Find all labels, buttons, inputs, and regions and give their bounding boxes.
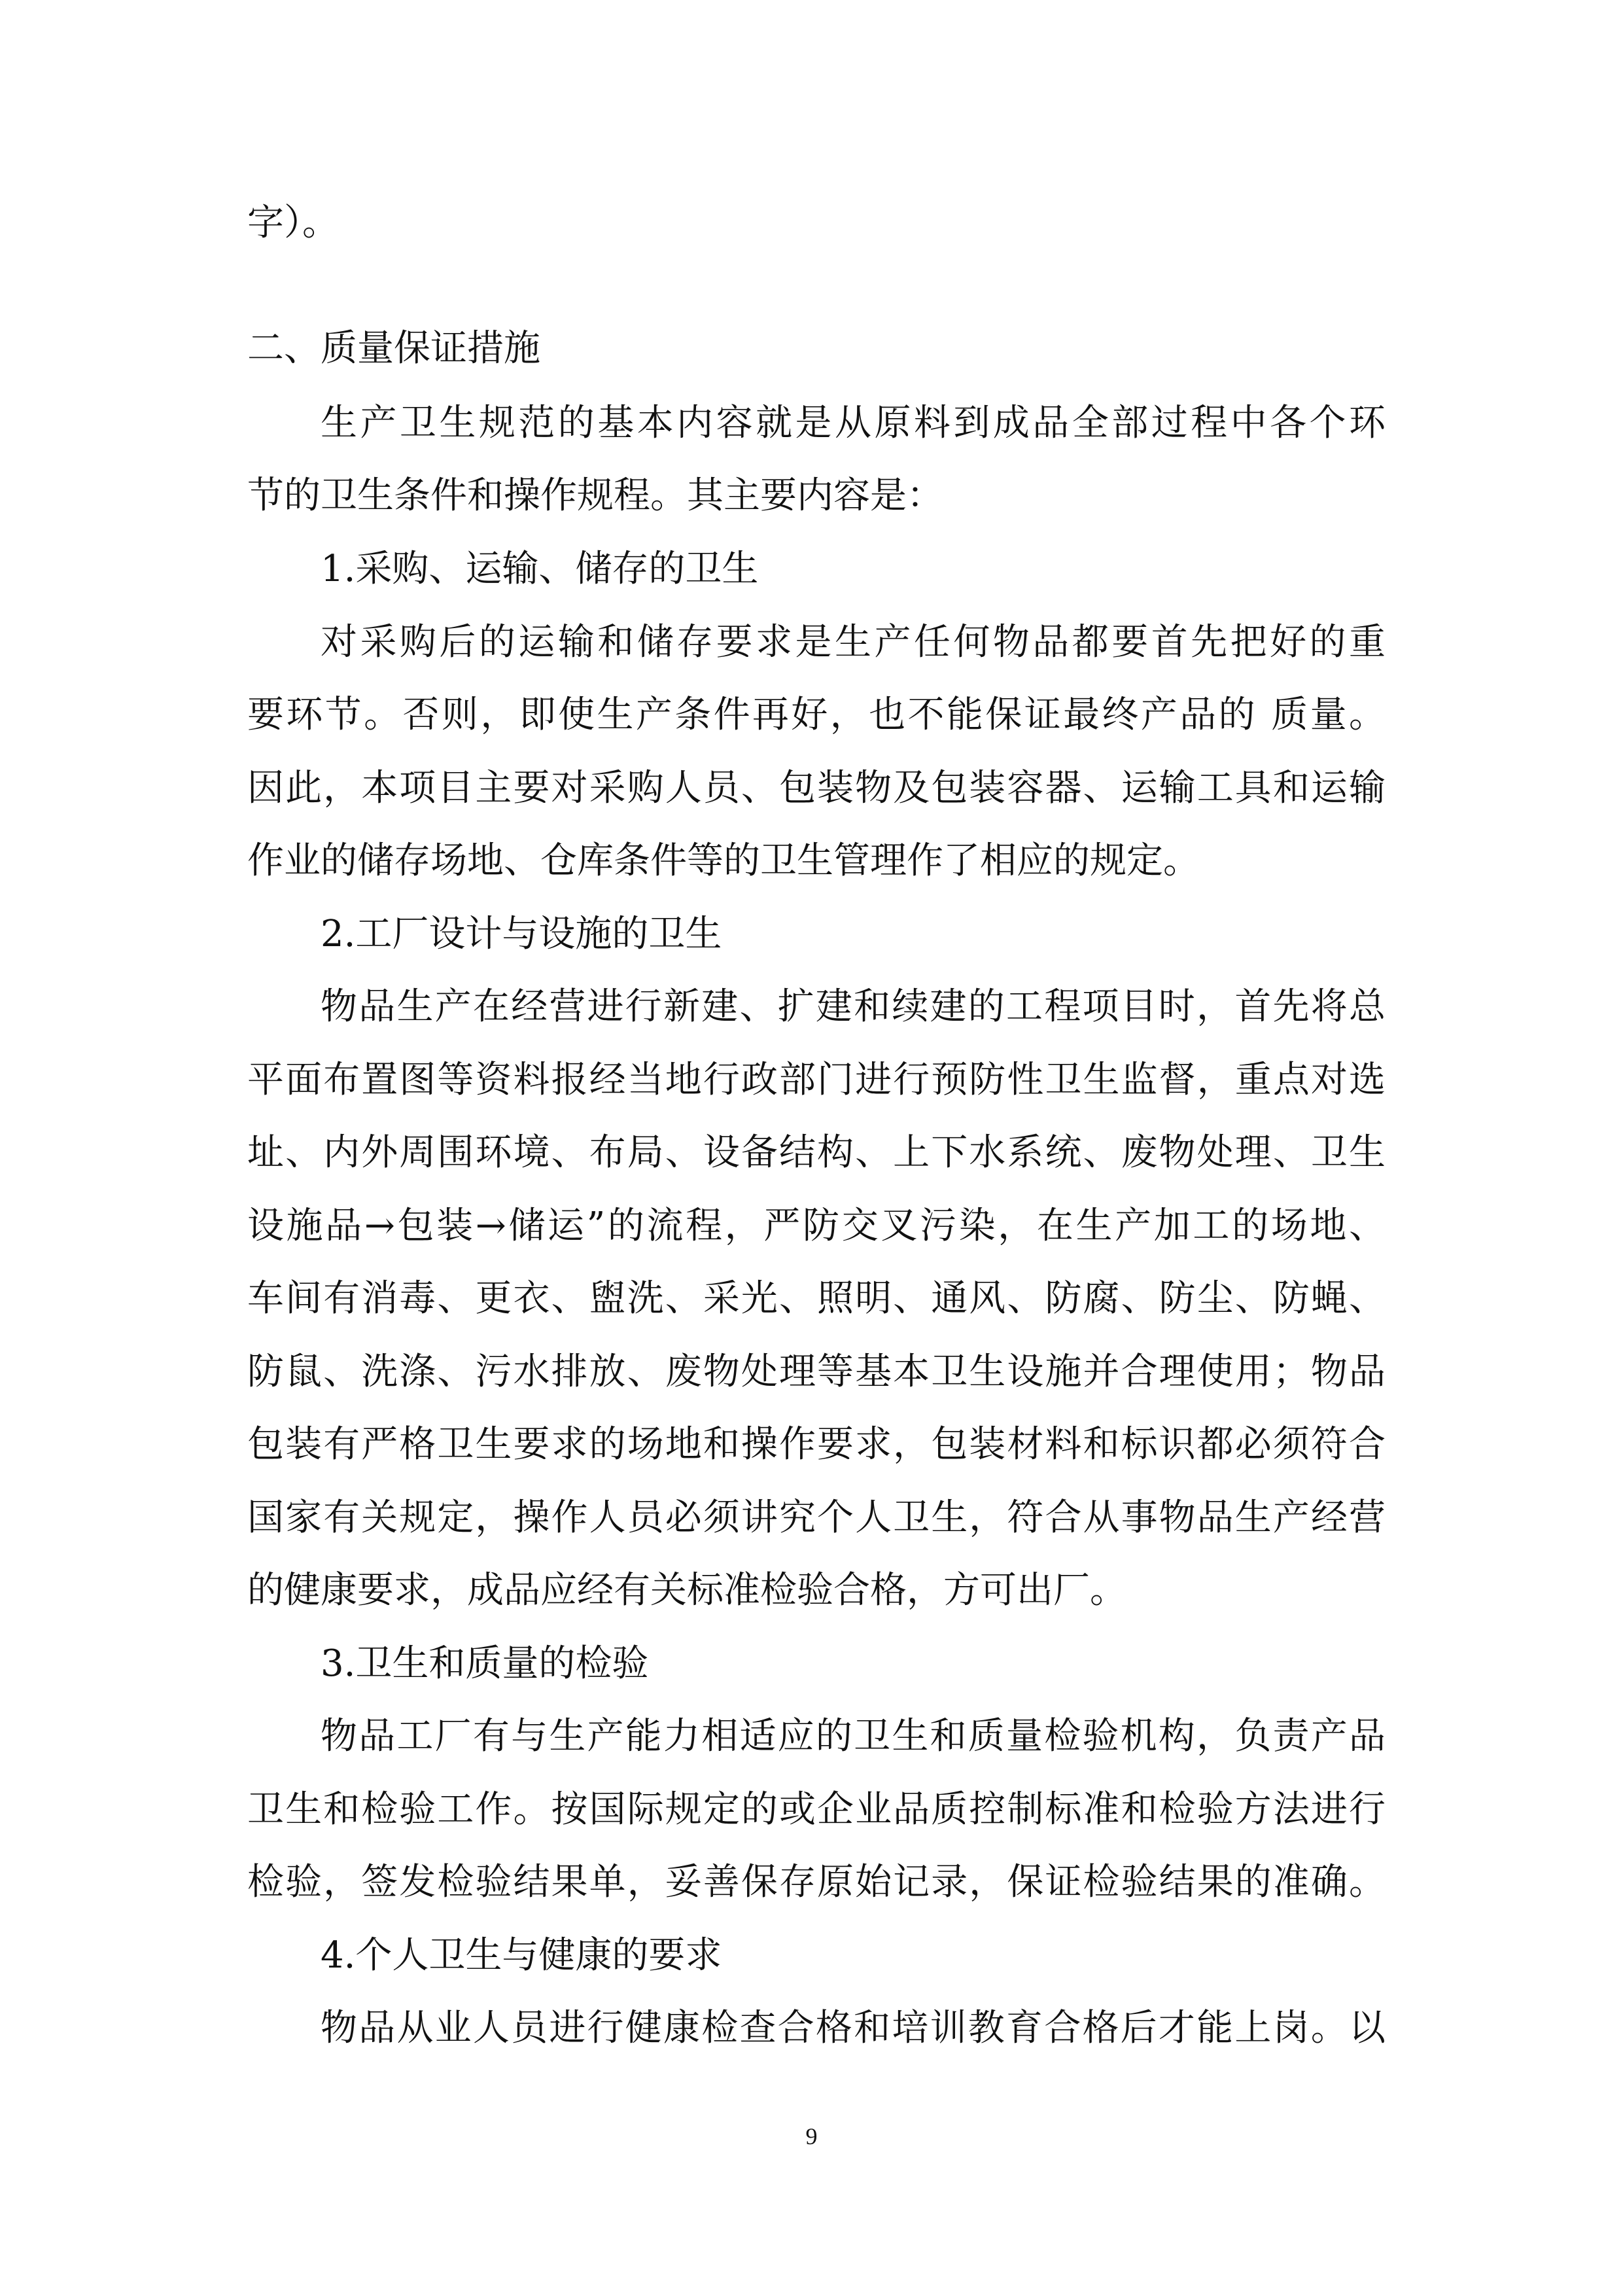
subheading-procurement-transport-storage: 1.采购、运输、储存的卫生 [321, 548, 759, 590]
section-heading-quality-assurance: 二、质量保证措施 [247, 327, 540, 370]
paragraph-line: 址、内外周围环境、布局、设备结构、上下水系统、废物处理、卫生 [247, 1131, 1386, 1174]
subheading-personal-hygiene-health: 4.个人卫生与健康的要求 [321, 1934, 722, 1977]
paragraph-line: 设施品→包装→储运”的流程，严防交叉污染，在生产加工的场地、 [247, 1205, 1386, 1247]
paragraph-line: 物品生产在经营进行新建、扩建和续建的工程项目时，首先将总 [321, 985, 1386, 1028]
paragraph-line: 节的卫生条件和操作规程。其主要内容是： [247, 474, 943, 517]
paragraph-line: 物品从业人员进行健康检查合格和培训教育合格后才能上岗。以 [321, 2007, 1386, 2049]
paragraph-line: 作业的储存场地、仓库条件等的卫生管理作了相应的规定。 [247, 839, 1200, 882]
paragraph-line: 的健康要求，成品应经有关标准检验合格，方可出厂。 [247, 1569, 1126, 1612]
paragraph-line: 车间有消毒、更衣、盥洗、采光、照明、通风、防腐、防尘、防蝇、 [247, 1277, 1386, 1320]
paragraph-line: 防鼠、洗涤、污水排放、废物处理等基本卫生设施并合理使用；物品 [247, 1351, 1386, 1393]
paragraph-line: 要环节。否则，即使生产条件再好，也不能保证最终产品的 质量。 [247, 694, 1386, 736]
paragraph-line: 生产卫生规范的基本内容就是从原料到成品全部过程中各个环 [321, 402, 1386, 444]
subheading-hygiene-quality-inspection: 3.卫生和质量的检验 [321, 1642, 649, 1685]
paragraph-line: 包装有严格卫生要求的场地和操作要求，包装材料和标识都必须符合 [247, 1423, 1386, 1466]
paragraph-line: 检验，签发检验结果单，妥善保存原始记录，保证检验结果的准确。 [247, 1861, 1386, 1903]
subheading-factory-design-facilities: 2.工厂设计与设施的卫生 [321, 913, 722, 955]
page-number: 9 [805, 2123, 818, 2149]
paragraph-line: 国家有关规定，操作人员必须讲究个人卫生，符合从事物品生产经营 [247, 1496, 1386, 1539]
text-line-continuation: 字）。 [247, 202, 339, 244]
paragraph-line: 平面布置图等资料报经当地行政部门进行预防性卫生监督，重点对选 [247, 1059, 1386, 1101]
paragraph-line: 对采购后的运输和储存要求是生产任何物品都要首先把好的重 [321, 621, 1386, 663]
paragraph-line: 卫生和检验工作。按国际规定的或企业品质控制标准和检验方法进行 [247, 1788, 1386, 1831]
paragraph-line: 物品工厂有与生产能力相适应的卫生和质量检验机构，负责产品 [321, 1715, 1386, 1757]
paragraph-line: 因此，本项目主要对采购人员、包装物及包装容器、运输工具和运输 [247, 767, 1386, 809]
